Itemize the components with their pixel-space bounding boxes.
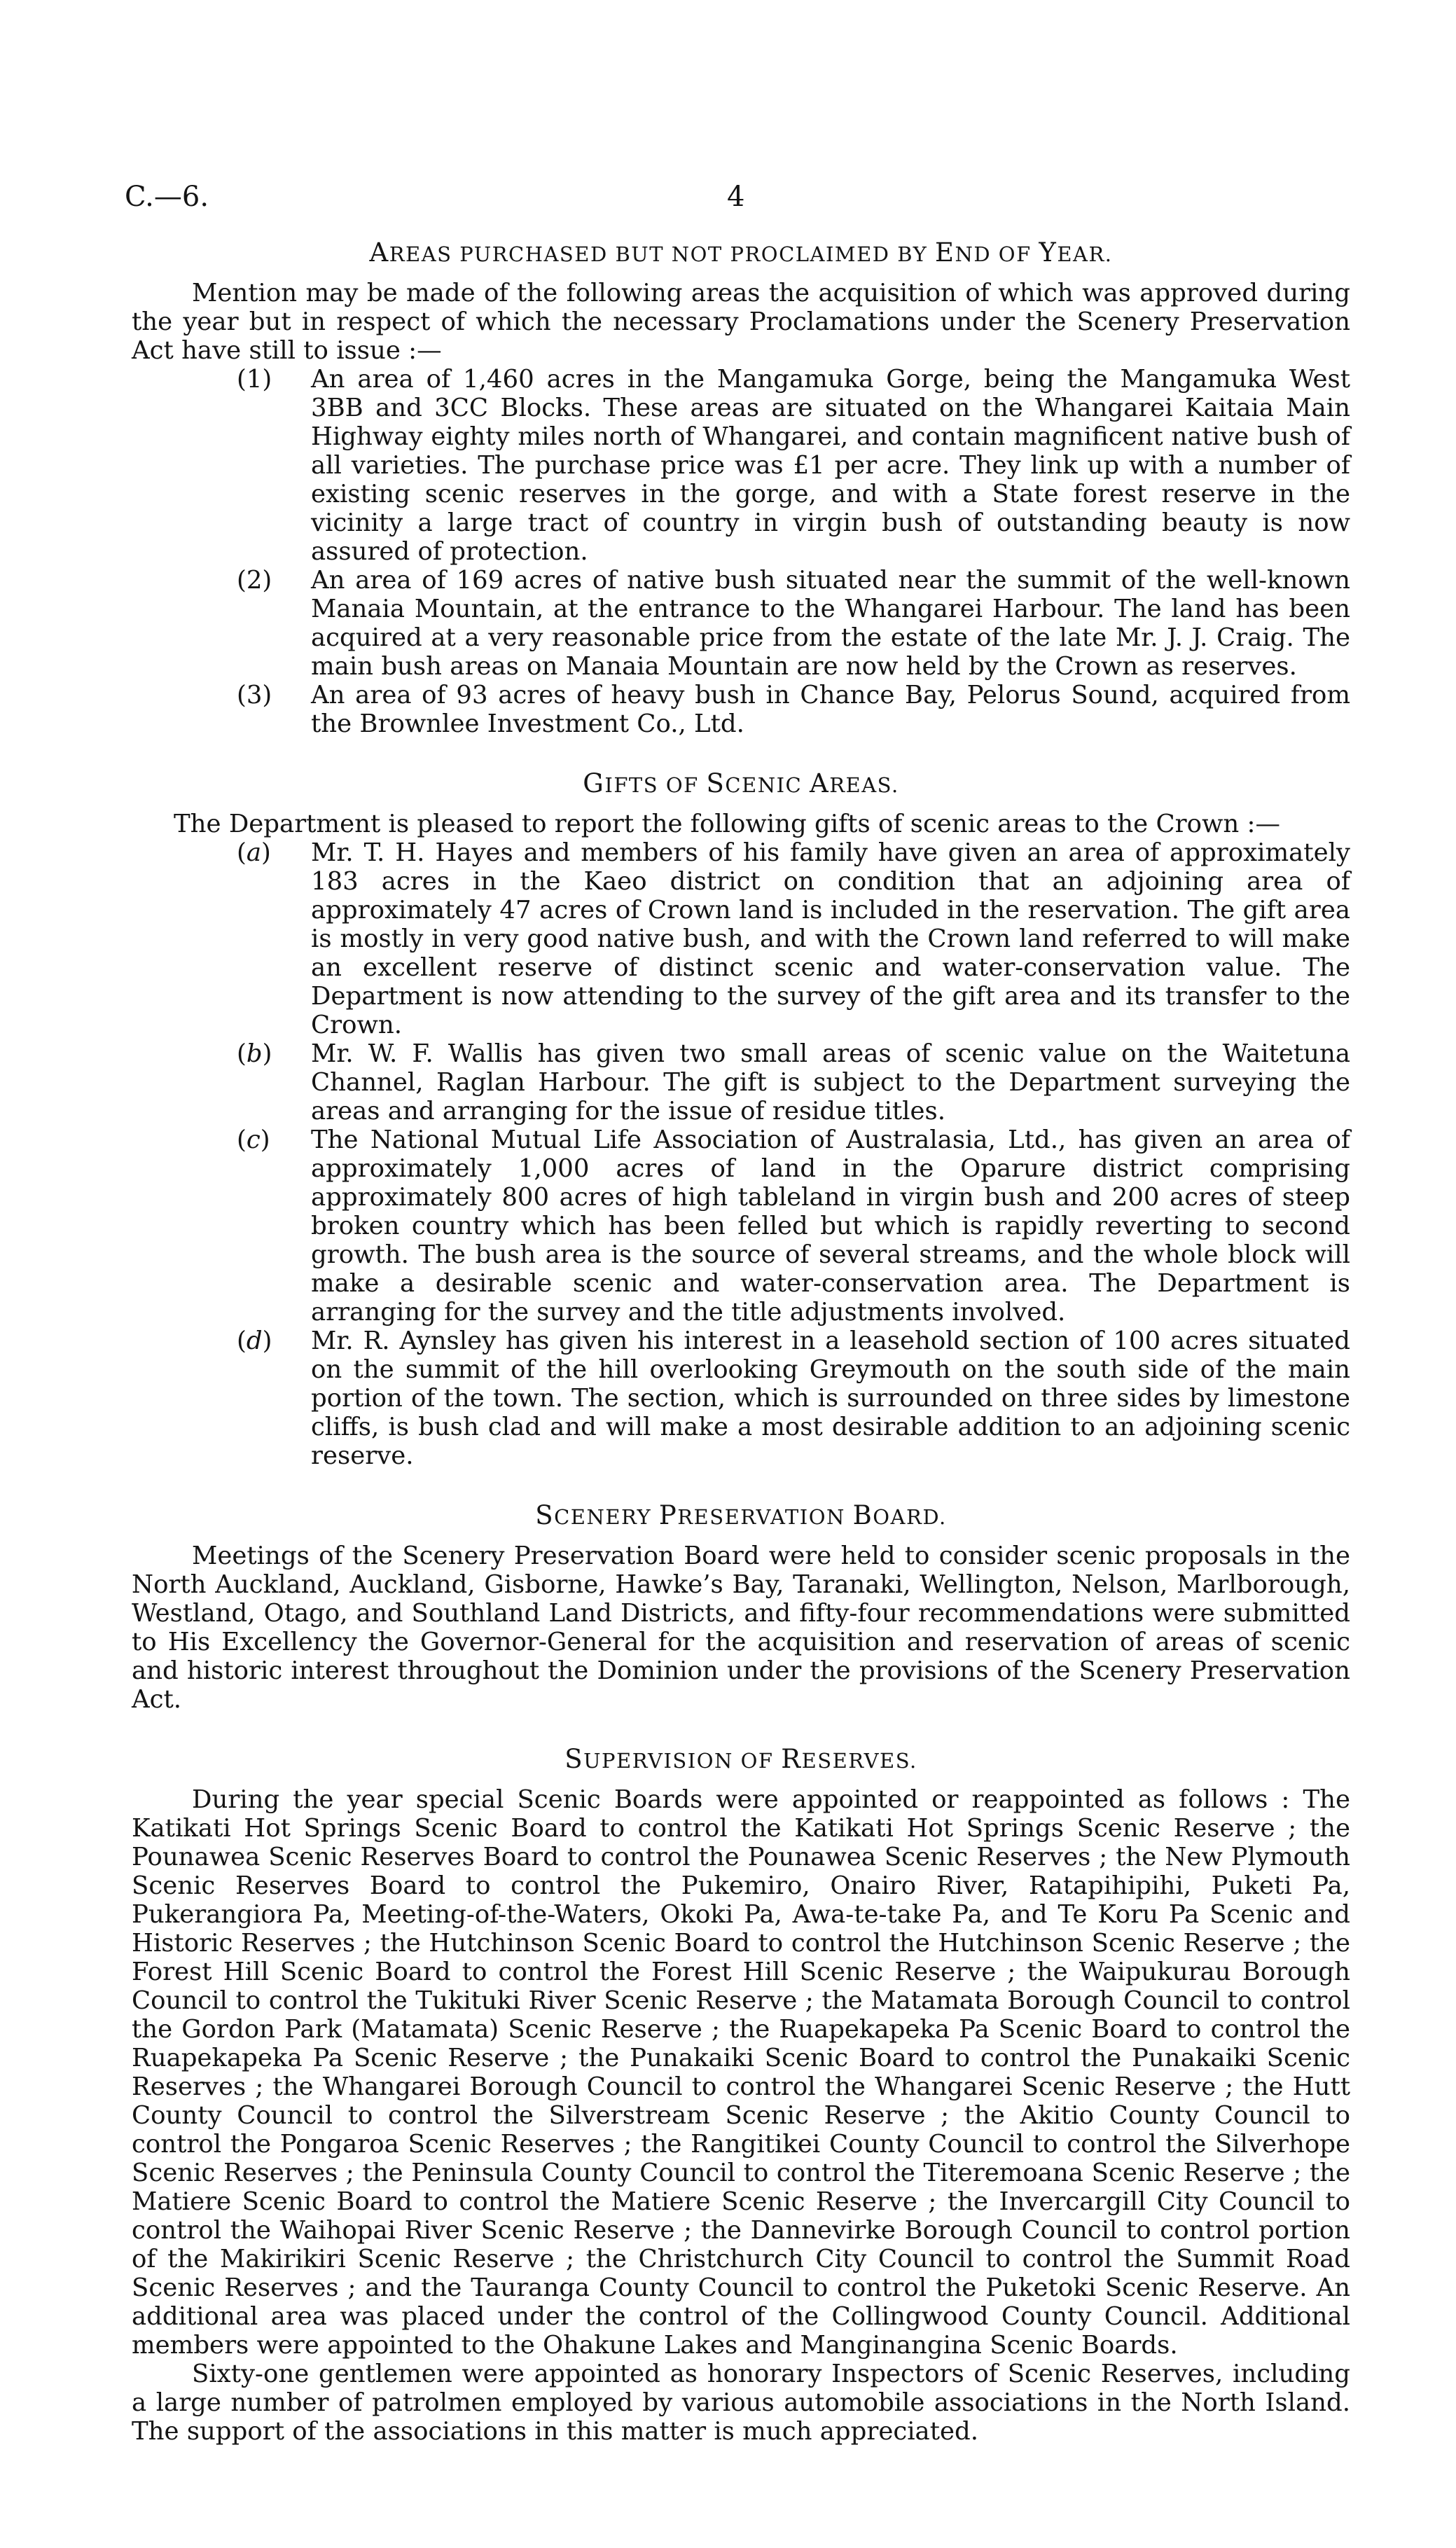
heading-initial: S [706,768,726,798]
heading-text: CENERY [554,1505,659,1529]
heading-board [132,1501,1350,1532]
page-body [132,238,1350,2446]
list-item [132,566,1350,681]
document-reference: C.—6. [125,181,209,213]
item-label: (3) [237,681,272,709]
heading-initial: Y [1039,237,1058,268]
heading-initial: S [564,1744,584,1774]
areas-purchased-intro: Mention may be made of the following areas the acquisition of which was approved during the year but in respect of which the necessary Proclamations under the Scenery Preservation Act have still to issue :— [132,279,1350,365]
item-label: (d) [237,1327,272,1355]
heading-areas-purchased [132,238,1350,269]
heading-text: REAS. [829,773,899,797]
heading-initial: S [535,1500,555,1530]
list-item [132,1327,1350,1470]
item-label: (1) [237,365,272,394]
heading-initial: A [809,768,830,798]
heading-text: RESERVATION [677,1505,853,1529]
running-header [125,181,1331,223]
heading-initial: E [934,237,955,268]
heading-initial: G [583,768,605,798]
heading-supervision [132,1745,1350,1775]
item-label: (a) [237,838,271,867]
heading-text: ESERVES. [801,1749,917,1773]
list-item [132,1039,1350,1126]
heading-initial: A [369,237,389,268]
item-text: Mr. W. F. Wallis has given two small areas of scenic value on the Waitetuna Channel, Raglan Harbour. The gift is subject to the Department surveying the areas and arranging for the issue of residue titles. [311,1039,1350,1126]
heading-text: ND OF [955,242,1039,266]
heading-text: UPERVISION OF [583,1749,782,1773]
board-paragraph: Meetings of the Scenery Preservation Board were held to consider scenic proposals in the North Auckland, Auckland, Gisborne, Hawke’s Bay, Taranaki, Wellington, Nelson, Marlborough, Westland, Otago, and Southland Land Districts, and fifty-four recommendations were submitted to His Excellency the Governor-General for the acquisition and reservation of areas of scenic and historic interest throughout the Dominion under the provisions of the Scenery Preservation Act. [132,1542,1350,1714]
list-item [132,1126,1350,1327]
supervision-paragraph-2: Sixty-one gentlemen were appointed as honorary Inspectors of Scenic Reserves, including a large number of patrolmen employed by various automobile associations in the North Island. The support of the associations in this matter is much appreciated. [132,2360,1350,2446]
gifts-intro: The Department is pleased to report the following gifts of scenic areas to the Crown :— [174,810,1280,838]
item-label: (c) [237,1126,270,1154]
item-text: Mr. T. H. Hayes and members of his family have given an area of approximately 183 acres in the Kaeo district on condition that an adjoining area of approximately 47 acres of Crown land is included in the reservation. The gift area is mostly in very good native bush, and with the Crown land referred to will make an excellent reserve of distinct scenic and water-conservation value. The Department is now attending to the survey of the gift area and its transfer to the Crown. [311,838,1350,1039]
heading-gifts [132,769,1350,800]
item-label: (2) [237,566,272,595]
list-item [132,365,1350,566]
heading-text: OARD. [873,1505,947,1529]
item-label: (b) [237,1039,272,1068]
item-text: An area of 93 acres of heavy bush in Chance Bay, Pelorus Sound, acquired from the Brownlee Investment Co., Ltd. [311,681,1350,738]
heading-initial: B [852,1500,873,1530]
item-text: Mr. R. Aynsley has given his interest in a leasehold section of 100 acres situated on the summit of the hill overlooking Greymouth on the south side of the main portion of the town. The section, which is surrounded on three sides by limestone cliffs, is bush clad and will make a most desirable addition to an adjoining scenic reserve. [311,1327,1350,1470]
list-item [132,681,1350,738]
supervision-paragraph-1: During the year special Scenic Boards were appointed or reappointed as follows : The Katikati Hot Springs Scenic Board to control the Katikati Hot Springs Scenic Reserve ; the Pounawea Scenic Reserves Board to control the Pounawea Scenic Reserves ; the New Plymouth Scenic Reserves Board to control the Pukemiro, Onairo River, Ratapihipihi, Puketi Pa, Pukerangiora Pa, Meeting-of-the-Waters, Okoki Pa, Awa-te-take Pa, and Te Koru Pa Scenic and Historic Reserves ; the Hutchinson Scenic Board to control the Hutchinson Scenic Reserve ; the Forest Hill Scenic Board to control the Forest Hill Scenic Reserve ; the Waipukurau Borough Council to control the Tukituki River Scenic Reserve ; the Matamata Borough Council to control the Gordon Park (Matamata) Scenic Reserve ; the Ruapekapeka Pa Scenic Board to control the Ruapekapeka Pa Scenic Reserve ; the Punakaiki Scenic Board to control the Punakaiki Scenic Reserves ; the Whangarei Borough Council to control the Whangarei Scenic Reserve ; the Hutt County Council to control the Silverstream Scenic Reserve ; the Akitio County Council to control the Pongaroa Scenic Reserves ; the Rangitikei County Council to control the Silverhope Scenic Reserves ; the Peninsula County Council to control the Titeremoana Scenic Reserve ; the Matiere Scenic Board to control the Matiere Scenic Reserve ; the Invercargill City Council to control the Waihopai River Scenic Reserve ; the Dannevirke Borough Council to control portion of the Makirikiri Scenic Reserve ; the Christchurch City Council to control the Summit Road Scenic Reserves ; and the Tauranga County Council to control the Puketoki Scenic Reserve. An additional area was placed under the control of the Collingwood County Council. Additional members were appointed to the Ohakune Lakes and Manginangina Scenic Boards. [132,1785,1350,2360]
page-number: 4 [727,181,745,213]
item-text: An area of 169 acres of native bush situated near the summit of the well-known Manaia Mountain, at the entrance to the Whangarei Harbour. The land has been acquired at a very reasonable price from the estate of the late Mr. J. J. Craig. The main bush areas on Manaia Mountain are now held by the Crown as reserves. [311,566,1350,681]
heading-initial: P [658,1500,678,1530]
heading-text: REAS PURCHASED BUT NOT PROCLAIMED BY [389,242,935,266]
item-text: An area of 1,460 acres in the Mangamuka Gorge, being the Mangamuka West 3BB and 3CC Blocks. These areas are situated on the Whangarei Kaitaia Main Highway eighty miles north of Whangarei, and contain magnificent native bush of all varieties. The purchase price was £1 per acre. They link up with a number of existing scenic reserves in the gorge, and with a State forest reserve in the vicinity a large tract of country in virgin bush of outstanding beauty is now assured of protection. [311,365,1350,566]
heading-text: CENIC [725,773,810,797]
heading-text: IFTS OF [604,773,707,797]
list-item [132,838,1350,1039]
item-text: The National Mutual Life Association of Australasia, Ltd., has given an area of approximately 1,000 acres of land in the Oparure district comprising approximately 800 acres of high tableland in virgin bush and 200 acres of steep broken country which has been felled but which is rapidly reverting to second growth. The bush area is the source of several streams, and the whole block will make a desirable scenic and water-conservation area. The Department is arranging for the survey and the title adjustments involved. [311,1126,1350,1327]
heading-initial: R [781,1744,802,1774]
heading-text: EAR. [1057,242,1113,266]
